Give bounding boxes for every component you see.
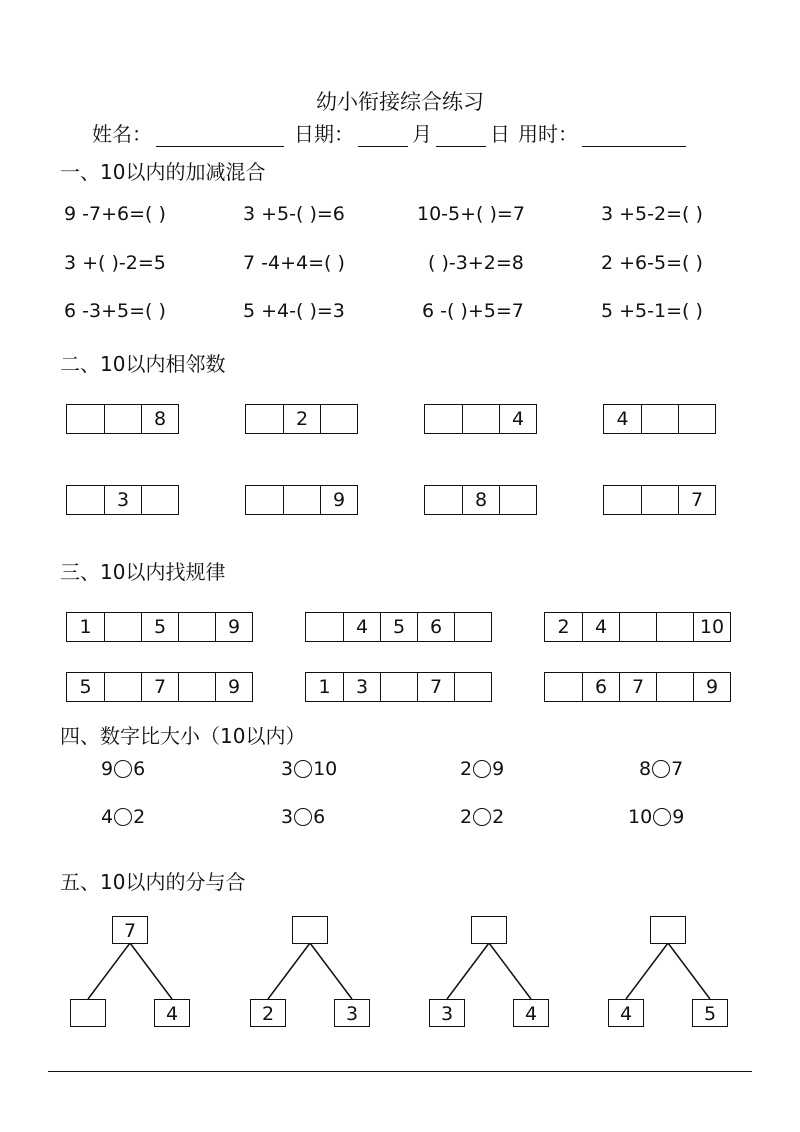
equation[interactable]: 10-5+( )=7 — [417, 203, 525, 225]
box-cell[interactable]: 6 — [417, 613, 454, 641]
equation[interactable]: 3 +5-( )=6 — [243, 203, 345, 225]
box-cell[interactable]: 9 — [215, 673, 252, 701]
box-cell[interactable]: 7 — [619, 673, 656, 701]
compare-left: 9 — [101, 758, 114, 780]
box-cell[interactable]: 9 — [693, 673, 730, 701]
tree-left-box[interactable]: 4 — [608, 999, 644, 1027]
box-cell[interactable]: 4 — [616, 408, 629, 430]
bottom-divider — [48, 1071, 752, 1072]
tree-right-box[interactable]: 4 — [513, 999, 549, 1027]
box-cell[interactable]: 4 — [499, 405, 536, 433]
compare-right: 6 — [133, 758, 146, 780]
box-cell[interactable]: 5 — [380, 613, 417, 641]
box-cell[interactable]: 10 — [693, 613, 730, 641]
tree-branch — [310, 943, 352, 999]
tree-branch — [626, 943, 668, 999]
tree-right-box[interactable]: 5 — [692, 999, 728, 1027]
compare-left: 4 — [101, 806, 114, 828]
equation[interactable]: 6 -( )+5=7 — [422, 300, 524, 322]
tree-top-box[interactable] — [292, 916, 328, 944]
compare-right: 2 — [133, 806, 146, 828]
equation[interactable]: ( )-3+2=8 — [428, 252, 524, 274]
tree-right-box[interactable]: 3 — [334, 999, 370, 1027]
box-cell[interactable]: 8 — [462, 486, 499, 514]
equation[interactable]: 5 +5-1=( ) — [601, 300, 703, 322]
box-cell[interactable]: 2 — [283, 405, 320, 433]
box-cell[interactable]: 7 — [678, 486, 715, 514]
compare-left: 3 — [281, 758, 294, 780]
tree-branch — [130, 943, 172, 999]
equation[interactable]: 5 +4-( )=3 — [243, 300, 345, 322]
box-cell[interactable]: 9 — [320, 486, 357, 514]
equation[interactable]: 2 +6-5=( ) — [601, 252, 703, 274]
month-label: 月 — [412, 122, 432, 146]
tree-branch — [447, 943, 489, 999]
box-cell[interactable]: 7 — [417, 673, 454, 701]
box-cell[interactable]: 4 — [582, 613, 619, 641]
equation[interactable]: 3 +( )-2=5 — [64, 252, 166, 274]
tree-right-box[interactable]: 4 — [154, 999, 190, 1027]
box-cell[interactable]: 1 — [79, 616, 92, 638]
box-cell[interactable]: 8 — [141, 405, 178, 433]
box-cell[interactable]: 5 — [79, 676, 92, 698]
compare-right: 6 — [313, 806, 326, 828]
tree-branch — [268, 943, 310, 999]
tree-top-box[interactable]: 7 — [112, 916, 148, 944]
section-heading-1: 一、10以内的加减混合 — [60, 160, 266, 184]
box-cell[interactable]: 5 — [141, 613, 178, 641]
date-label: 日期： — [294, 122, 354, 146]
section-heading-5: 五、10以内的分与合 — [60, 870, 246, 894]
tree-top-box[interactable] — [471, 916, 507, 944]
compare-right: 10 — [313, 758, 338, 780]
tree-branch — [489, 943, 531, 999]
day-label: 日 — [490, 122, 510, 146]
compare-left: 3 — [281, 806, 294, 828]
box-cell[interactable]: 3 — [343, 673, 380, 701]
box-cell[interactable]: 1 — [318, 676, 331, 698]
equation[interactable]: 7 -4+4=( ) — [243, 252, 345, 274]
box-cell[interactable]: 2 — [557, 616, 570, 638]
compare-left: 10 — [628, 806, 653, 828]
name-label: 姓名： — [92, 122, 152, 146]
compare-left: 2 — [460, 758, 473, 780]
tree-left-box[interactable]: 3 — [429, 999, 465, 1027]
compare-right: 7 — [671, 758, 684, 780]
compare-left: 2 — [460, 806, 473, 828]
equation[interactable]: 9 -7+6=( ) — [64, 203, 166, 225]
equation[interactable]: 3 +5-2=( ) — [601, 203, 703, 225]
equation[interactable]: 6 -3+5=( ) — [64, 300, 166, 322]
page-title: 幼小衔接综合练习 — [316, 90, 484, 114]
box-cell[interactable]: 3 — [104, 486, 141, 514]
tree-branch — [668, 943, 710, 999]
box-cell[interactable]: 9 — [215, 613, 252, 641]
compare-right: 9 — [492, 758, 505, 780]
compare-right: 9 — [672, 806, 685, 828]
section-heading-4: 四、数字比大小（10以内） — [60, 724, 306, 748]
tree-top-box[interactable] — [650, 916, 686, 944]
time-label: 用时： — [518, 122, 578, 146]
box-cell[interactable]: 6 — [582, 673, 619, 701]
tree-left-box[interactable]: 2 — [250, 999, 286, 1027]
box-cell[interactable]: 7 — [141, 673, 178, 701]
section-heading-3: 三、10以内找规律 — [60, 560, 226, 584]
box-cell[interactable]: 4 — [343, 613, 380, 641]
compare-right: 2 — [492, 806, 505, 828]
section-heading-2: 二、10以内相邻数 — [60, 352, 226, 376]
compare-left: 8 — [639, 758, 652, 780]
tree-branch — [88, 943, 130, 999]
tree-left-box[interactable] — [70, 999, 106, 1027]
